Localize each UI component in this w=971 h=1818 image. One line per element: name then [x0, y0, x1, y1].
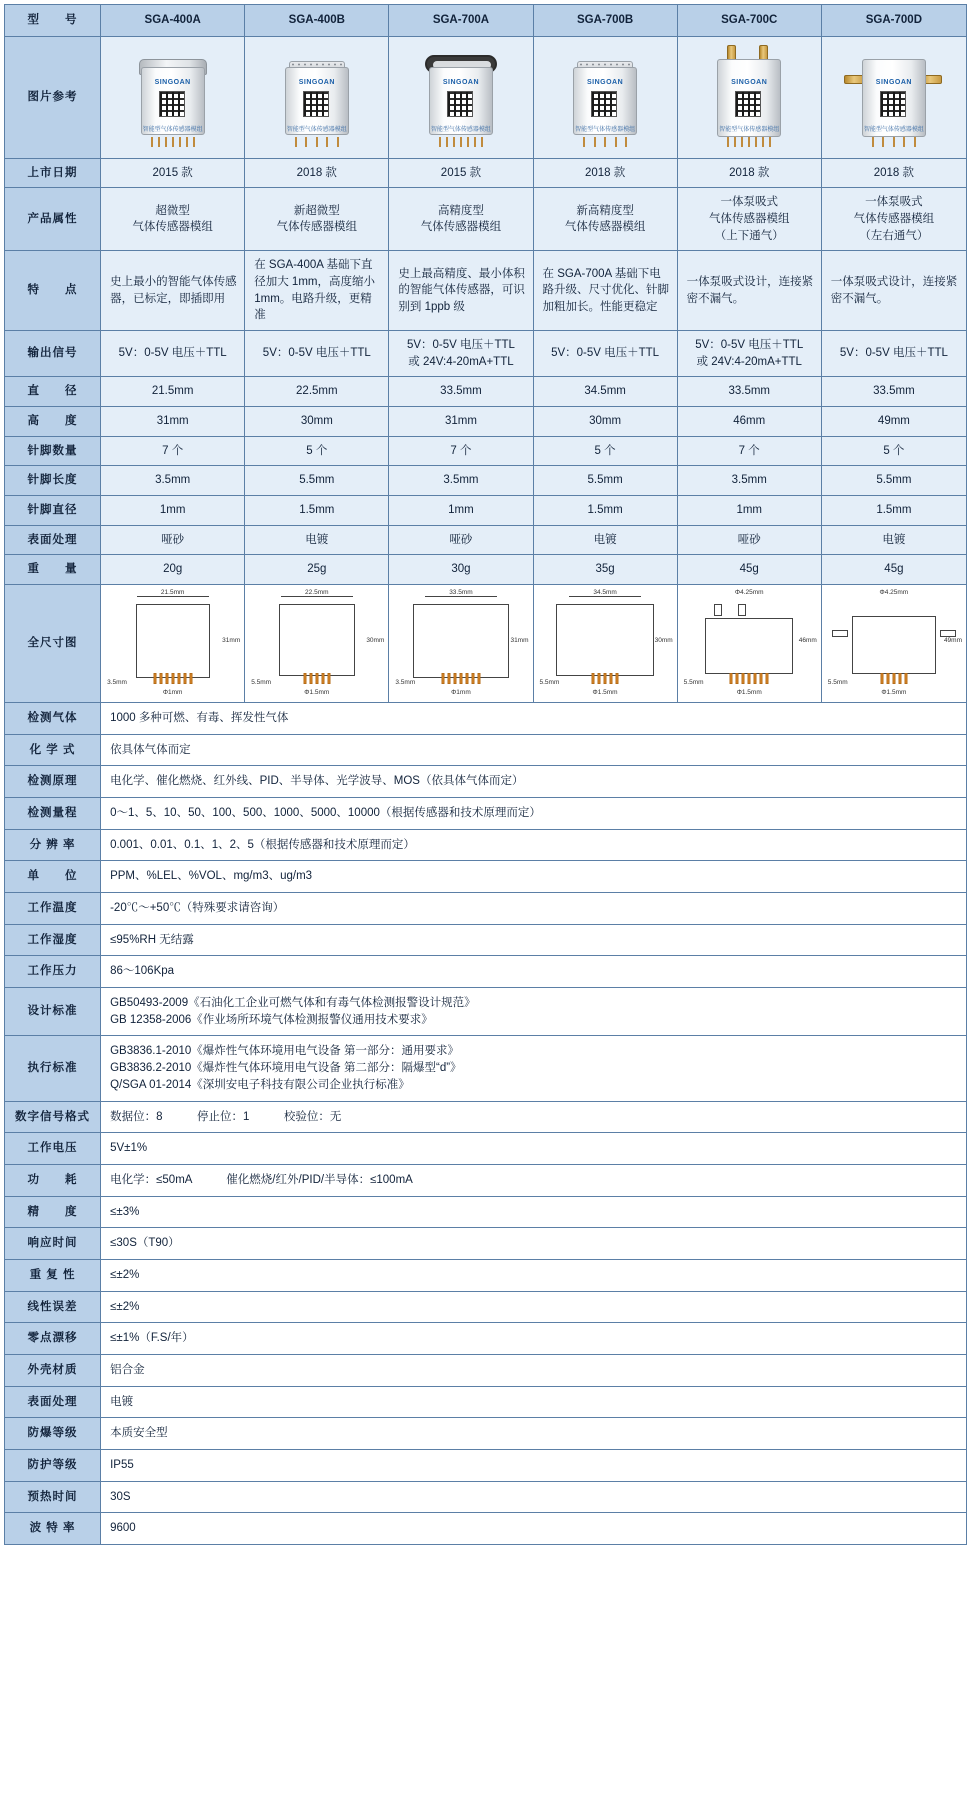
pin-length-0: 3.5mm [101, 466, 245, 496]
sensor-pins [439, 137, 483, 147]
sensor-pins [151, 137, 195, 147]
row-label-accuracy: 精 度 [5, 1196, 101, 1228]
table-row-ip-level [5, 1449, 967, 1481]
surface-2: 哑砂 [389, 525, 533, 555]
product-attr-4: 一体泵吸式 气体传感器模组 （上下通气） [677, 188, 821, 251]
dimension-diagram [391, 590, 530, 698]
work-voltage-value: 5V±1% [101, 1133, 967, 1165]
row-label-ex-level: 防爆等级 [5, 1418, 101, 1450]
height-3: 30mm [533, 407, 677, 437]
row-label-pin-count: 针脚数量 [5, 436, 101, 466]
dimension-diagram [824, 590, 964, 698]
launch-date-0: 2015 款 [101, 158, 245, 188]
table-row-work-temp [5, 893, 967, 925]
qr-code-icon [303, 91, 329, 117]
design-standard-value: GB50493-2009《石油化工企业可燃气体和有毒气体检测报警设计规范》 GB 12358-2006《作业场所环境气体检测报警仪通用技术要求》 [101, 988, 967, 1036]
sensor-illustration [269, 45, 365, 149]
sensor-illustration [413, 45, 509, 149]
dimension-diagram [536, 590, 675, 698]
product-caption: 智能型气体传感器模组 [142, 127, 203, 134]
height-0: 31mm [101, 407, 245, 437]
dim-pin-row [730, 673, 769, 684]
pin-length-2: 3.5mm [389, 466, 533, 496]
dim-right-label-0: 31mm [222, 636, 241, 644]
dim-bottom2-label-5: Φ1.5mm [881, 689, 907, 697]
row-label-output: 输出信号 [5, 331, 101, 377]
table-row-design-standard [5, 988, 967, 1036]
dim-pin-row [441, 673, 480, 684]
row-label-product-attr: 产品属性 [5, 188, 101, 251]
table-row-dimension-drawing [5, 585, 967, 703]
row-label-chemical-formula: 化 学 式 [5, 734, 101, 766]
pin-diameter-5: 1.5mm [821, 496, 966, 526]
dim-top-label-3: 34.5mm [593, 588, 617, 596]
product-caption: 智能型气体传感器模组 [719, 127, 780, 134]
product-image-sga-700c [677, 36, 821, 158]
dimension-drawing-sga-700d [821, 585, 966, 703]
resolution-value: 0.001、0.01、0.1、1、2、5（根据传感器和技术原理而定） [101, 829, 967, 861]
sensor-illustration [701, 45, 797, 149]
pin-length-5: 5.5mm [821, 466, 966, 496]
table-row-model [5, 5, 967, 37]
work-pressure-value: 86～106Kpa [101, 956, 967, 988]
pin-diameter-3: 1.5mm [533, 496, 677, 526]
dimension-diagram [103, 590, 242, 698]
dim-bottom-label-2: 3.5mm [395, 679, 416, 687]
table-row-shell-material [5, 1354, 967, 1386]
features-1: 在 SGA-400A 基础下直径加大 1mm，高度缩小 1mm。电路升级，更精准 [245, 251, 389, 331]
pin-length-1: 5.5mm [245, 466, 389, 496]
weight-4: 45g [677, 555, 821, 585]
surface-3: 电镀 [533, 525, 677, 555]
table-row-product-attr [5, 188, 967, 251]
dim-nozzle-left [832, 630, 848, 637]
row-label-range: 检测量程 [5, 798, 101, 830]
column-header-5: SGA-700D [821, 5, 966, 37]
pin-length-4: 3.5mm [677, 466, 821, 496]
table-row-accuracy [5, 1196, 967, 1228]
qr-code-icon [735, 91, 761, 117]
table-row-pin-diameter [5, 496, 967, 526]
dim-body-outline [279, 604, 355, 676]
sensor-illustration [846, 45, 942, 149]
dim-bottom-label-3: 5.5mm [539, 679, 560, 687]
dim-top-tick [425, 596, 497, 597]
height-4: 46mm [677, 407, 821, 437]
product-attr-0: 超微型 气体传感器模组 [101, 188, 245, 251]
row-label-height: 高 度 [5, 407, 101, 437]
dim-body-outline [705, 618, 793, 674]
diameter-0: 21.5mm [101, 377, 245, 407]
dim-bottom-label-0: 3.5mm [107, 679, 127, 687]
weight-2: 30g [389, 555, 533, 585]
pin-count-4: 7 个 [677, 436, 821, 466]
brand-text: SINGOAN [875, 79, 912, 87]
table-row-power [5, 1164, 967, 1196]
dim-top-tick [569, 596, 641, 597]
preheat-value: 30S [101, 1481, 967, 1513]
qr-code-icon [159, 91, 185, 117]
dim-bottom-label-4: 5.5mm [683, 679, 704, 687]
table-row-surface [5, 525, 967, 555]
pin-count-5: 5 个 [821, 436, 966, 466]
dim-top-label-5: Φ4.25mm [879, 588, 909, 596]
sensor-pins [583, 137, 627, 147]
row-label-work-humidity: 工作湿度 [5, 924, 101, 956]
row-label-detect-gas: 检测气体 [5, 703, 101, 735]
weight-5: 45g [821, 555, 966, 585]
column-header-0: SGA-400A [101, 5, 245, 37]
output-2: 5V：0-5V 电压＋TTL 或 24V:4-20mA+TTL [389, 331, 533, 377]
dim-bottom2-label-3: Φ1.5mm [592, 689, 618, 697]
column-header-4: SGA-700C [677, 5, 821, 37]
shell-material-value: 铝合金 [101, 1354, 967, 1386]
surface-0: 哑砂 [101, 525, 245, 555]
brand-text: SINGOAN [586, 79, 624, 87]
range-value: 0～1、5、10、50、100、500、1000、5000、10000（根据传感器和技术原理而定） [101, 798, 967, 830]
table-row-work-humidity [5, 924, 967, 956]
dim-right-label-2: 31mm [510, 636, 529, 644]
specification-table [4, 4, 967, 1545]
product-image-sga-700d [821, 36, 966, 158]
dim-top-label-1: 22.5mm [305, 588, 329, 596]
product-image-sga-400a [101, 36, 245, 158]
chemical-formula-value: 依具体气体而定 [101, 734, 967, 766]
product-caption: 智能型气体传感器模组 [286, 127, 347, 134]
column-header-1: SGA-400B [245, 5, 389, 37]
sensor-illustration [557, 45, 653, 149]
qr-code-icon [880, 91, 906, 117]
row-label-dimension-drawing: 全尺寸图 [5, 585, 101, 703]
dim-bottom2-label-0: Φ1mm [162, 689, 183, 697]
row-label-repeatability: 重 复 性 [5, 1259, 101, 1291]
sensor-pins [295, 137, 339, 147]
table-row-principle [5, 766, 967, 798]
launch-date-4: 2018 款 [677, 158, 821, 188]
table-row-pin-count [5, 436, 967, 466]
table-row-linear-error [5, 1291, 967, 1323]
table-row-height [5, 407, 967, 437]
product-image-sga-700a [389, 36, 533, 158]
row-label-surface-treat2: 表面处理 [5, 1386, 101, 1418]
weight-1: 25g [245, 555, 389, 585]
ip-level-value: IP55 [101, 1449, 967, 1481]
dim-top-label-4: Φ4.25mm [734, 588, 764, 596]
product-caption: 智能型气体传感器模组 [863, 127, 924, 134]
response-time-value: ≤30S（T90） [101, 1228, 967, 1260]
pin-diameter-4: 1mm [677, 496, 821, 526]
row-label-features: 特 点 [5, 251, 101, 331]
baud-value: 9600 [101, 1513, 967, 1545]
sensor-pins [872, 137, 916, 147]
power-value: 电化学：≤50mA 催化燃烧/红外/PID/半导体：≤100mA [101, 1164, 967, 1196]
dim-pin-row [153, 673, 192, 684]
row-label-weight: 重 量 [5, 555, 101, 585]
dim-bottom2-label-4: Φ1.5mm [736, 689, 762, 697]
product-attr-1: 新超微型 气体传感器模组 [245, 188, 389, 251]
dim-body-outline [852, 616, 936, 674]
zero-drift-value: ≤±1%（F.S/年） [101, 1323, 967, 1355]
digital-format-value: 数据位：8 停止位：1 校验位：无 [101, 1101, 967, 1133]
dim-nozzle-left [714, 604, 722, 616]
diameter-1: 22.5mm [245, 377, 389, 407]
table-row-response-time [5, 1228, 967, 1260]
row-label-preheat: 预热时间 [5, 1481, 101, 1513]
table-row-preheat [5, 1481, 967, 1513]
table-row-digital-format [5, 1101, 967, 1133]
table-row-baud [5, 1513, 967, 1545]
dim-right-label-5: 49mm [943, 636, 962, 644]
features-2: 史上最高精度、最小体积的智能气体传感器，可识别到 1ppb 级 [389, 251, 533, 331]
dimension-diagram [680, 590, 819, 698]
row-label-linear-error: 线性误差 [5, 1291, 101, 1323]
qr-code-icon [447, 91, 473, 117]
accuracy-value: ≤±3% [101, 1196, 967, 1228]
principle-value: 电化学、催化燃烧、红外线、PID、半导体、光学波导、MOS（依具体气体而定） [101, 766, 967, 798]
dim-body-outline [556, 604, 654, 676]
dim-bottom-label-5: 5.5mm [827, 679, 848, 687]
detect-gas-value: 1000 多种可燃、有毒、挥发性气体 [101, 703, 967, 735]
dim-pin-row [880, 673, 907, 684]
dim-right-label-1: 30mm [366, 636, 385, 644]
output-5: 5V：0-5V 电压＋TTL [821, 331, 966, 377]
dim-nozzle-right [738, 604, 746, 616]
table-row-features [5, 251, 967, 331]
row-label-diameter: 直 径 [5, 377, 101, 407]
height-1: 30mm [245, 407, 389, 437]
row-label-surface: 表面处理 [5, 525, 101, 555]
ex-level-value: 本质安全型 [101, 1418, 967, 1450]
linear-error-value: ≤±2% [101, 1291, 967, 1323]
row-label-work-voltage: 工作电压 [5, 1133, 101, 1165]
row-label-work-temp: 工作温度 [5, 893, 101, 925]
dim-body-outline [136, 604, 210, 678]
table-row-detect-gas [5, 703, 967, 735]
table-row-output [5, 331, 967, 377]
repeatability-value: ≤±2% [101, 1259, 967, 1291]
product-caption: 智能型气体传感器模组 [575, 127, 636, 134]
row-label-principle: 检测原理 [5, 766, 101, 798]
dimension-diagram [247, 590, 386, 698]
weight-0: 20g [101, 555, 245, 585]
product-attr-3: 新高精度型 气体传感器模组 [533, 188, 677, 251]
table-row-unit [5, 861, 967, 893]
row-label-shell-material: 外壳材质 [5, 1354, 101, 1386]
features-4: 一体泵吸式设计，连接紧密不漏气。 [677, 251, 821, 331]
pin-diameter-1: 1.5mm [245, 496, 389, 526]
dim-pin-row [303, 673, 330, 684]
dim-top-tick [281, 596, 353, 597]
output-1: 5V：0-5V 电压＋TTL [245, 331, 389, 377]
output-3: 5V：0-5V 电压＋TTL [533, 331, 677, 377]
dim-pin-row [592, 673, 619, 684]
table-row-exec-standard [5, 1036, 967, 1101]
dimension-drawing-sga-700c [677, 585, 821, 703]
dim-top-label-2: 33.5mm [449, 588, 473, 596]
dimension-drawing-sga-700a [389, 585, 533, 703]
sensor-illustration [125, 45, 221, 149]
dim-right-label-4: 46mm [798, 636, 817, 644]
product-image-sga-400b [245, 36, 389, 158]
table-row-range [5, 798, 967, 830]
row-label-pin-diameter: 针脚直径 [5, 496, 101, 526]
table-row-work-voltage [5, 1133, 967, 1165]
pin-length-3: 5.5mm [533, 466, 677, 496]
sensor-pins [727, 137, 771, 147]
table-row-ex-level [5, 1418, 967, 1450]
product-attr-2: 高精度型 气体传感器模组 [389, 188, 533, 251]
work-humidity-value: ≤95%RH 无结露 [101, 924, 967, 956]
dimension-drawing-sga-700b [533, 585, 677, 703]
brand-text: SINGOAN [298, 79, 335, 87]
table-row-resolution [5, 829, 967, 861]
features-3: 在 SGA-700A 基础下电路升级、尺寸优化、针脚加粗加长。性能更稳定 [533, 251, 677, 331]
sheet-footer-spacer [4, 1545, 967, 1549]
diameter-4: 33.5mm [677, 377, 821, 407]
product-caption: 智能型气体传感器模组 [430, 127, 491, 134]
dim-top-label-0: 21.5mm [160, 588, 185, 596]
dim-top-tick [137, 596, 209, 597]
table-row-launch-date [5, 158, 967, 188]
surface-1: 电镀 [245, 525, 389, 555]
features-5: 一体泵吸式设计，连接紧密不漏气。 [821, 251, 966, 331]
weight-3: 35g [533, 555, 677, 585]
table-row-zero-drift [5, 1323, 967, 1355]
dim-body-outline [413, 604, 509, 678]
row-label-pin-length: 针脚长度 [5, 466, 101, 496]
launch-date-3: 2018 款 [533, 158, 677, 188]
row-label-resolution: 分 辨 率 [5, 829, 101, 861]
table-row-work-pressure [5, 956, 967, 988]
pin-diameter-0: 1mm [101, 496, 245, 526]
pin-count-2: 7 个 [389, 436, 533, 466]
row-label-digital-format: 数字信号格式 [5, 1101, 101, 1133]
exec-standard-value: GB3836.1-2010《爆炸性气体环境用电气设备 第一部分：通用要求》 GB3836.2-2010《爆炸性气体环境用电气设备 第二部分：隔爆型“d”》 Q/SGA 01-2014《深圳安电子科技有限公司企业执行标准》 [101, 1036, 967, 1101]
column-header-2: SGA-700A [389, 5, 533, 37]
brand-text: SINGOAN [731, 79, 768, 87]
dimension-drawing-sga-400a [101, 585, 245, 703]
surface-5: 电镀 [821, 525, 966, 555]
row-label-launch-date: 上市日期 [5, 158, 101, 188]
pin-count-1: 5 个 [245, 436, 389, 466]
diameter-2: 33.5mm [389, 377, 533, 407]
pin-count-0: 7 个 [101, 436, 245, 466]
row-label-model: 型 号 [5, 5, 101, 37]
output-4: 5V：0-5V 电压＋TTL 或 24V:4-20mA+TTL [677, 331, 821, 377]
surface-treat2-value: 电镀 [101, 1386, 967, 1418]
table-row-pin-length [5, 466, 967, 496]
pin-count-3: 5 个 [533, 436, 677, 466]
table-row-diameter [5, 377, 967, 407]
row-label-exec-standard: 执行标准 [5, 1036, 101, 1101]
height-5: 49mm [821, 407, 966, 437]
brand-text: SINGOAN [442, 79, 480, 87]
row-label-ip-level: 防护等级 [5, 1449, 101, 1481]
launch-date-5: 2018 款 [821, 158, 966, 188]
row-label-response-time: 响应时间 [5, 1228, 101, 1260]
output-0: 5V：0-5V 电压＋TTL [101, 331, 245, 377]
table-row-surface-treat2 [5, 1386, 967, 1418]
row-label-design-standard: 设计标准 [5, 988, 101, 1036]
table-row-repeatability [5, 1259, 967, 1291]
product-image-sga-700b [533, 36, 677, 158]
launch-date-1: 2018 款 [245, 158, 389, 188]
row-label-power: 功 耗 [5, 1164, 101, 1196]
dimension-drawing-sga-400b [245, 585, 389, 703]
diameter-5: 33.5mm [821, 377, 966, 407]
brand-text: SINGOAN [154, 79, 191, 87]
dim-right-label-3: 30mm [654, 636, 673, 644]
dim-bottom2-label-2: Φ1mm [451, 689, 471, 697]
row-label-baud: 波 特 率 [5, 1513, 101, 1545]
pin-diameter-2: 1mm [389, 496, 533, 526]
unit-value: PPM、%LEL、%VOL、mg/m3、ug/m3 [101, 861, 967, 893]
table-row-image [5, 36, 967, 158]
features-0: 史上最小的智能气体传感器，已标定，即插即用 [101, 251, 245, 331]
launch-date-2: 2015 款 [389, 158, 533, 188]
table-row-weight [5, 555, 967, 585]
dim-bottom-label-1: 5.5mm [251, 679, 272, 687]
product-attr-5: 一体泵吸式 气体传感器模组 （左右通气） [821, 188, 966, 251]
table-row-chemical-formula [5, 734, 967, 766]
height-2: 31mm [389, 407, 533, 437]
row-label-zero-drift: 零点漂移 [5, 1323, 101, 1355]
surface-4: 哑砂 [677, 525, 821, 555]
dim-bottom2-label-1: Φ1.5mm [304, 689, 330, 697]
diameter-3: 34.5mm [533, 377, 677, 407]
row-label-image: 图片参考 [5, 36, 101, 158]
row-label-work-pressure: 工作压力 [5, 956, 101, 988]
column-header-3: SGA-700B [533, 5, 677, 37]
work-temp-value: -20℃～+50℃（特殊要求请咨询） [101, 893, 967, 925]
row-label-unit: 单 位 [5, 861, 101, 893]
qr-code-icon [591, 91, 617, 117]
